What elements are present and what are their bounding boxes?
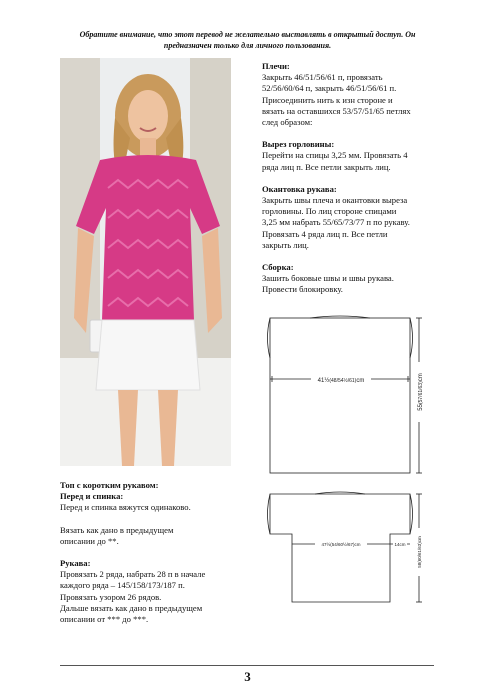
neckline-line: Перейти на спицы 3,25 мм. Провязать 4 — [262, 150, 408, 161]
sleeves-line: описании от *** до ***. — [60, 614, 149, 625]
schematic-diagram-body — [255, 312, 440, 477]
body-height-label: 55(57/61/63)cm — [418, 373, 424, 411]
sleeves-heading: Рукава: — [60, 558, 91, 569]
knit-as-line: Вязать как дано в предыдущем — [60, 524, 174, 535]
sleeves-line: Дальше вязать как дано в предыдущем — [60, 602, 203, 613]
neckline-heading: Вырез горловины: — [262, 139, 335, 150]
pattern-title: Топ с коротким рукавом: — [60, 480, 159, 490]
copyright-notice — [50, 29, 445, 51]
schematic-body-drawing — [255, 312, 440, 477]
sleeve-edge-line: 3,25 мм набрать 55/65/73/77 п по рукаву. — [262, 217, 410, 228]
front-back-line: Перед и спинка вяжутся одинаково. — [60, 502, 191, 513]
page-number: 3 — [244, 669, 251, 684]
sleeves-line: каждого ряда – 145/158/173/187 п. — [60, 580, 185, 591]
shoulders-line: Присоединить нить к изн стороне и — [262, 94, 393, 105]
sleeve-edge-line: закрыть лиц. — [262, 239, 309, 250]
schematic-sleeve-drawing — [255, 488, 440, 608]
sleeve-edge-line: Закрыть швы плеча и окантовки выреза — [262, 195, 408, 206]
sleeve-height-label: 58(60/61/63)cm — [417, 536, 422, 568]
shoulders-line: Закрыть 46/51/56/61 п, провязать — [262, 72, 383, 83]
sleeve-edge-line: горловины. По лиц стороне спицами — [262, 206, 397, 217]
notice-line-2: предназначен только для личного пользования. — [163, 41, 332, 50]
notice-line-1: Обратите внимание, что этот перевод не желательно выставлять в открытый доступ. Он — [79, 30, 416, 39]
knit-as-line: описании до **. — [60, 535, 119, 546]
assembly-heading: Сборка: — [262, 262, 294, 273]
shoulders-line: след образом: — [262, 117, 313, 128]
sleeves-line: Провязать 2 ряда, набрать 28 п в начале — [60, 569, 206, 580]
sleeve-width-label: 14cm — [394, 542, 406, 547]
instructions-left-column — [60, 480, 245, 625]
neckline-line: ряда лиц п. Все петли закрыть лиц. — [262, 161, 391, 172]
sleeve-edge-line: Провязать 4 ряда лиц п. Все петли — [262, 228, 388, 239]
schematic-diagram-sleeve — [255, 488, 440, 608]
assembly-line: Провести блокировку. — [262, 284, 343, 295]
sleeve-body-width-label: 47½(54/60½/67)cm — [321, 542, 361, 547]
instructions-right-column — [262, 61, 452, 296]
sleeve-edge-heading: Окантовка рукава: — [262, 183, 337, 194]
front-back-heading: Перед и спинка: — [60, 491, 124, 502]
body-width-label: 41½(48/54½/61)cm — [317, 378, 365, 384]
sleeves-line: Провязать узором 26 рядов. — [60, 591, 162, 602]
model-photo — [60, 58, 231, 466]
shoulders-line: 52/56/60/64 п, закрыть 46/51/56/61 п. — [262, 83, 397, 94]
model-illustration — [60, 58, 231, 466]
shoulders-heading: Плечи: — [262, 61, 290, 71]
shoulders-line: вязать на оставшихся 53/57/51/65 петлях — [262, 105, 411, 116]
assembly-line: Зашить боковые швы и швы рукава. — [262, 273, 394, 284]
footer-divider — [60, 665, 434, 666]
